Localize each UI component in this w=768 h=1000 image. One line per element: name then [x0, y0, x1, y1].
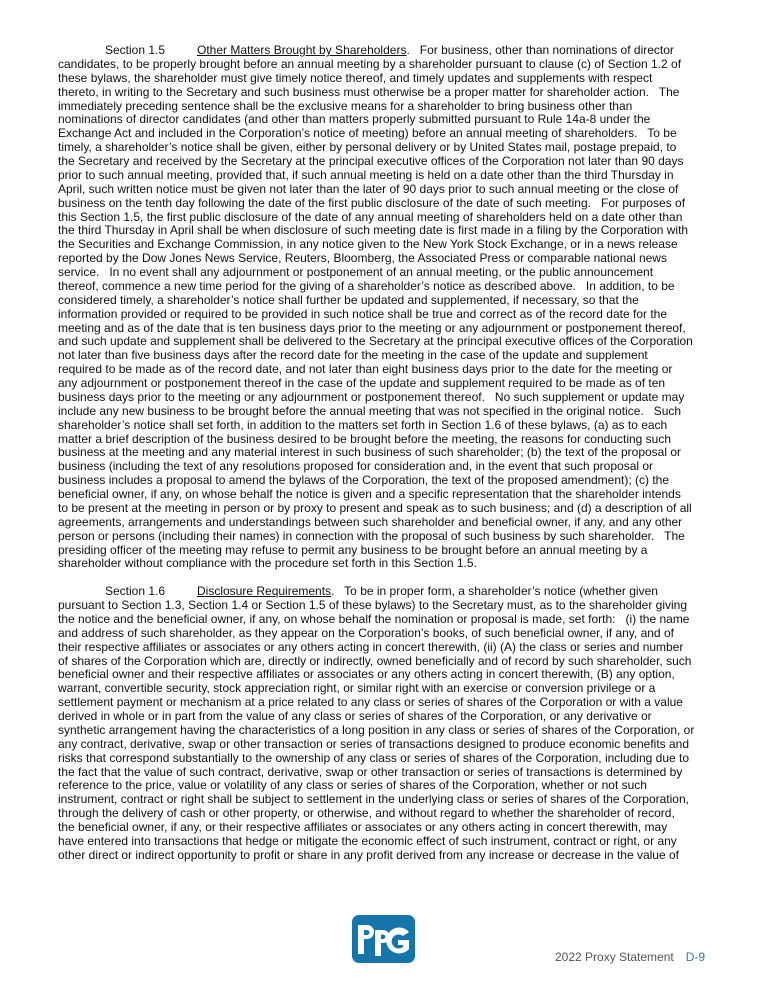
- text-line: not later than five business days after the record date for the meeting in the case of the update and supplement: [58, 348, 648, 363]
- section-paragraph: [58, 585, 720, 863]
- text-line: business days prior to the meeting or any adjournment or postponement thereof. No such supplement or update may: [58, 389, 685, 404]
- section-title: Disclosure Requirements: [197, 584, 332, 599]
- ppg-logo: [352, 915, 415, 963]
- text-line: the notice and the beneficial owner, if any, on whose behalf the nomination or proposal is made, set forth: (i) the name: [58, 611, 690, 626]
- text-line: shareholder without compliance with the procedure set forth in this Section 1.5.: [58, 556, 477, 571]
- text-line: the third Thursday in April shall be when disclosure of such meeting date is first made in a filing by the Corporation with: [58, 223, 689, 238]
- text-line: settlement payment or mechanism at a price related to any class or series of shares of the Corporation or with a value: [58, 695, 683, 710]
- text-line: April, such written notice must be given not later than the later of 90 days prior to such annual meeting or the close of: [58, 181, 679, 196]
- text-line: and such update and supplement shall be delivered to the Secretary at the principal executive offices of the Corporation: [58, 334, 693, 349]
- text-line: matter a brief description of the business desired to be brought before the meeting, the reasons for conducting such: [58, 431, 672, 446]
- text-line: immediately preceding sentence shall be the exclusive means for a shareholder to bring business other than: [58, 98, 633, 113]
- text-line: any contract, derivative, swap or other transaction or series of transactions designed to produce economic benefits and: [58, 736, 690, 751]
- text-line: this Section 1.5, the first public disclosure of the date of any annual meeting of shareholders held on a date other than: [58, 209, 683, 224]
- text-line: information provided or required to be provided in such notice shall be true and correct as of the record date for the: [58, 306, 668, 321]
- text-line: required to be made as of the record date, and not later than eight business days prior to the date for the meeting or: [58, 362, 673, 377]
- section-paragraph: [58, 44, 720, 571]
- text-line: and address of such shareholder, as they appear on the Corporation’s books, of such beneficial owner, if any, and of: [58, 625, 674, 640]
- ppg-logo-mark: [352, 915, 415, 963]
- text-line: service. In no event shall any adjournment or postponement of an annual meeting, or the public announcement: [58, 265, 654, 279]
- text-line: other direct or indirect opportunity to profit or share in any profit derived from any increase or decrease in the value of: [58, 847, 679, 862]
- text-line: business on the tenth day following the date of the first public disclosure of the date of such meeting. For purposes of: [58, 195, 686, 210]
- text-line: nominations of director candidates (and other than matters properly submitted pursuant to Rule 14a-8 under the: [58, 112, 651, 127]
- document-body: [58, 44, 720, 863]
- text-line: through the delivery of cash or other property, or otherwise, and without regard to whether the shareholder of record,: [58, 806, 675, 821]
- text-line: derived in whole or in part from the value of any class or series of shares of the Corporation, or any derivative or: [58, 709, 652, 723]
- section-title: Other Matters Brought by Shareholders: [197, 43, 407, 57]
- section-text: . To be in proper form, a shareholder’s notice (whether given: [331, 584, 658, 599]
- text-line: reference to the price, value or volatility of any class or series of shares of the Corporation, whether or not such: [58, 778, 647, 793]
- text-line: meeting and as of the date that is ten business days prior to the meeting or any adjournment or postponement thereof,: [58, 320, 686, 335]
- text-line: synthetic arrangement having the characteristics of a long position in any class or series of shares of the Corporation, or: [58, 722, 695, 737]
- section-text: . For business, other than nominations of director: [406, 43, 674, 57]
- page-footer: [555, 950, 705, 964]
- text-line: considered timely, a shareholder’s notice shall further be updated and supplemented, if necessary, so that the: [58, 292, 639, 307]
- text-line: any adjournment or postponement thereof in the case of the update and supplement required to be made as of ten: [58, 376, 666, 390]
- text-line: these bylaws, the shareholder must give timely notice thereof, and timely updates and supplements with respect: [58, 70, 653, 85]
- text-line: thereto, in writing to the Secretary and such business must otherwise be a proper matter for shareholder action. The: [58, 84, 680, 99]
- text-line: beneficial owner and their respective affiliates or associates or any others acting in concert therewith, (B) any option,: [58, 667, 675, 682]
- text-line: prior to such annual meeting, provided that, if such annual meeting is held on a date other than the third Thursday in: [58, 167, 674, 182]
- text-line: include any new business to be brought before the annual meeting that was not specified in the original notice. Such: [58, 403, 682, 418]
- text-line: Exchange Act and included in the Corporation’s notice of meeting) before an annual meeting of shareholders. To be: [58, 126, 677, 141]
- text-line: business (including the text of any resolutions proposed for consideration and, in the event that such proposal or: [58, 459, 654, 474]
- text-line: person or persons (including their names) in connection with the proposal of such business by such shareholder. The: [58, 528, 685, 543]
- text-line: business includes a proposal to amend the bylaws of the Corporation, the text of the proposed amendment); (c) the: [58, 473, 670, 488]
- text-line: [58, 44, 720, 58]
- text-line: risks that correspond substantially to the ownership of any class or series of shares of the Corporation, including due to: [58, 750, 690, 765]
- text-line: of shares of the Corporation which are, directly or indirectly, owned beneficially and of record by such shareholder, such: [58, 653, 692, 668]
- text-line: warrant, convertible security, stock appreciation right, or similar right with an exercise or conversion privilege or a: [58, 681, 656, 696]
- page-number: D-9: [685, 950, 706, 964]
- text-line: shareholder’s notice shall set forth, in addition to the matters set forth in Section 1.6 of these bylaws, (a) as to each: [58, 417, 668, 432]
- footer-doc-title: 2022 Proxy Statement: [555, 950, 674, 964]
- text-line: business at the meeting and any material interest in such business of such shareholder; (b) the text of the proposal or: [58, 445, 682, 460]
- text-line: beneficial owner, if any, on whose behalf the notice is given and a specific representation that the shareholder intends: [58, 487, 681, 501]
- text-line: their respective affiliates or associates or any others acting in concert therewith, (ii) (A) the class or series and number: [58, 639, 684, 654]
- text-line: have entered into transactions that hedge or mitigate the economic effect of such instrument, contract or right, or any: [58, 833, 677, 848]
- section-number: Section 1.5: [105, 43, 166, 57]
- text-line: to be present at the meeting in person or by proxy to present and speak as to such business; and (d) a description of all: [58, 500, 692, 515]
- text-line: instrument, contract or right shall be subject to settlement in the underlying class or series of shares of the Corporation,: [58, 792, 689, 807]
- text-line: candidates, to be properly brought before an annual meeting by a shareholder pursuant to clause (c) of Section 1.2 of: [58, 56, 682, 71]
- text-line: thereof, commence a new time period for the giving of a shareholder’s notice as described above. In addition, to be: [58, 278, 675, 293]
- text-line: [58, 585, 720, 599]
- text-line: presiding officer of the meeting may refuse to permit any business to be brought before an annual meeting by a: [58, 542, 648, 557]
- text-line: the fact that the value of such contract, derivative, swap or other transaction or series of transactions is determined by: [58, 764, 683, 779]
- section-number: Section 1.6: [105, 584, 166, 599]
- text-line: the Secretary and received by the Secretary at the principal executive offices of the Corporation not later than 90 days: [58, 154, 684, 168]
- text-line: timely, a shareholder’s notice shall be given, either by personal delivery or by United States mail, postage prepaid, to: [58, 140, 677, 155]
- text-line: reported by the Dow Jones News Service, Reuters, Bloomberg, the Associated Press or comparable national news: [58, 251, 667, 266]
- text-line: pursuant to Section 1.3, Section 1.4 or Section 1.5 of these bylaws) to the Secretary must, as to the shareholder giving: [58, 598, 688, 612]
- text-line: the beneficial owner, if any, or their respective affiliates or associates or any others acting in concert therewith, may: [58, 820, 668, 834]
- text-line: the Securities and Exchange Commission, in any notice given to the New York Stock Exchange, or in a news release: [58, 237, 678, 252]
- text-line: agreements, arrangements and understandings between such shareholder and beneficial owner, if any, and any other: [58, 514, 683, 529]
